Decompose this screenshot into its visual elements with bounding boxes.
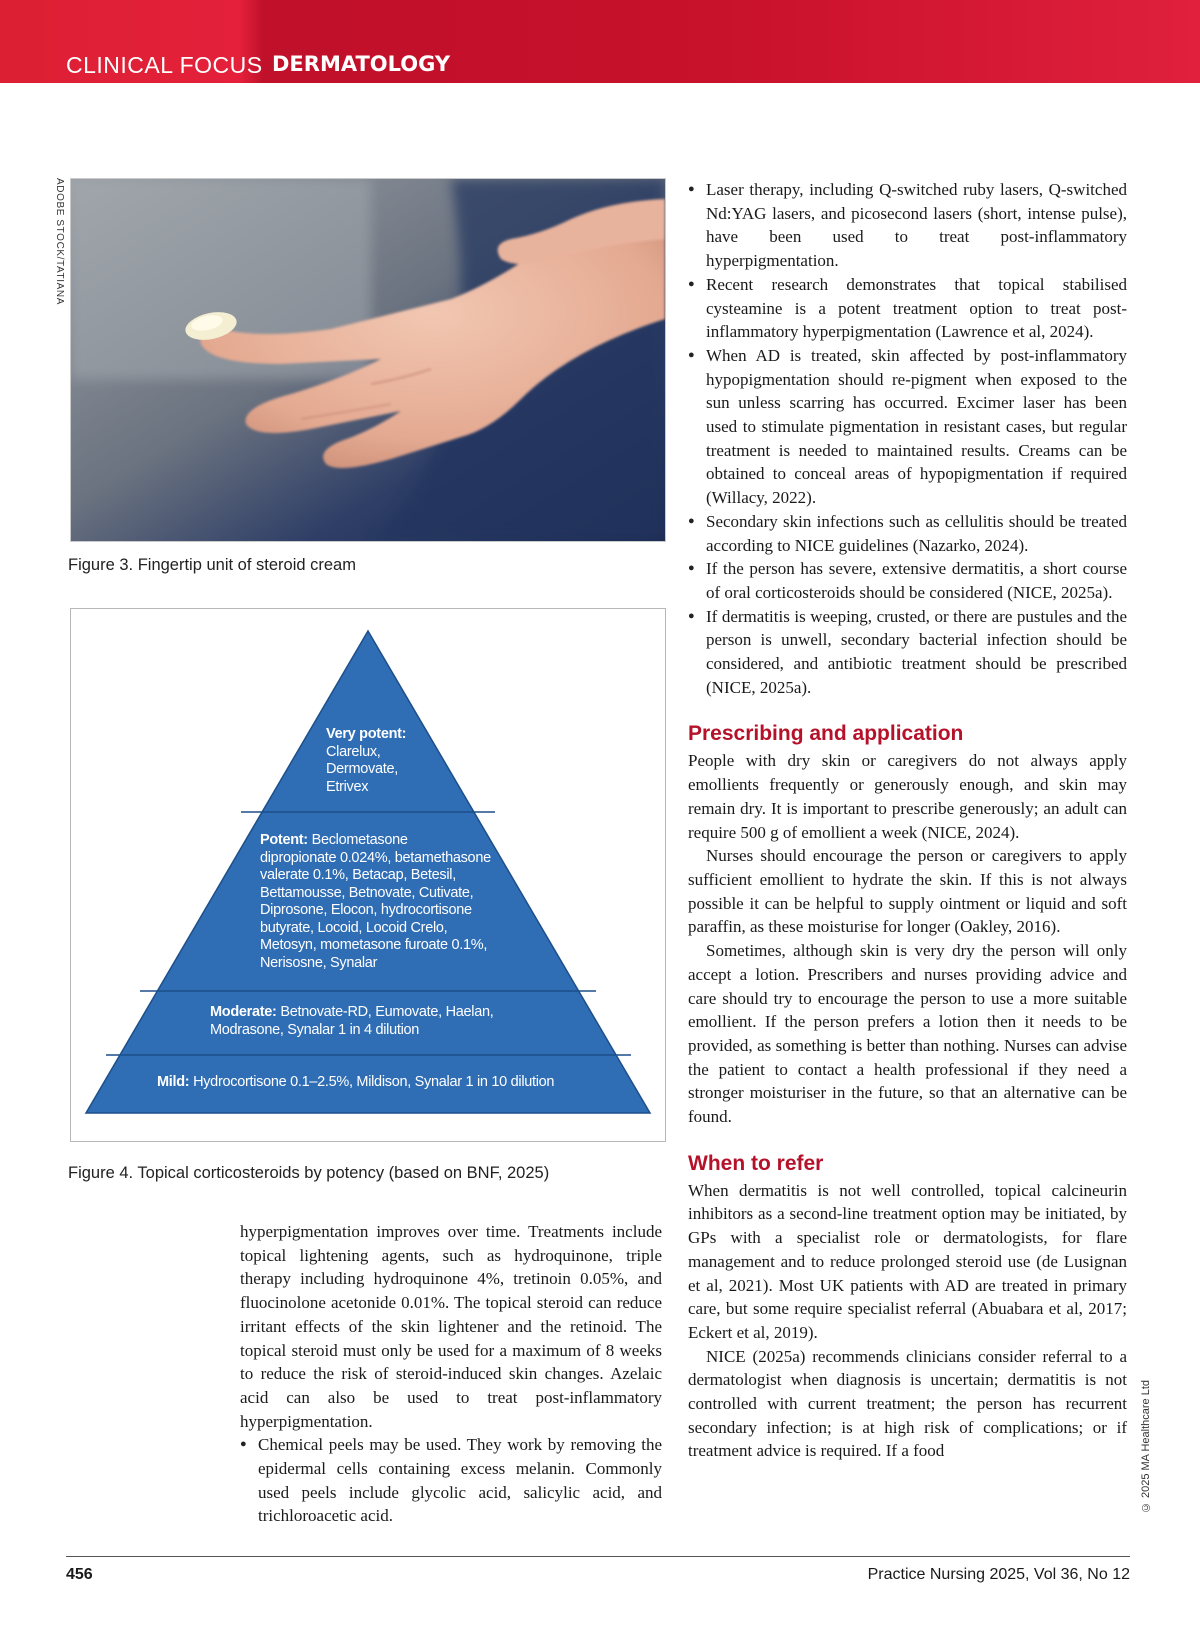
bullet-item: ● When AD is treated, skin affected by post-inflammatory hypopigmentation should re-pigment when exposed to the sun unless scarring has occurred. Excimer laser has been used to stimulate pigmentation in resistant cases, but regular treatment is needed to maintained results. Creams can be obtained to conceal areas of hypopigmentation if required (Willacy, 2022). (688, 344, 1127, 510)
bullet-item: ● Recent research demonstrates that topical stabilised cysteamine is a potent treatment option to treat post-inflammatory hyperpigmentation (Lawrence et al, 2024). (688, 273, 1127, 344)
right-column (688, 178, 1127, 1463)
potent-block (260, 832, 491, 972)
potent-line: butyrate, Locoid, Locoid Crelo, (260, 919, 448, 936)
figure4-box (70, 608, 666, 1142)
body-paragraph: NICE (2025a) recommends clinicians consider referral to a dermatologist when diagnosis is uncertain; dermatitis is not controlled with current treatment; the person has recurrent secondary infection; is at high risk of complications; or if treatment advice is required. If a food (688, 1346, 1127, 1461)
copyright-notice: © 2025 MA Healthcare Ltd (1140, 1380, 1152, 1514)
mild-block (157, 1074, 554, 1092)
moderate-line: Modrasone, Synalar 1 in 4 dilution (210, 1021, 420, 1038)
moderate-line: Betnovate-RD, Eumovate, Haelan, (280, 1004, 494, 1020)
figure3-caption: Figure 3. Fingertip unit of steroid cream (68, 556, 356, 574)
mild-line: Hydrocortisone 0.1–2.5%, Mildison, Synalar 1 in 10 dilution (193, 1074, 555, 1090)
body-paragraph: People with dry skin or caregivers do not always apply emollients frequently or generously enough, and skin may remain dry. It is important to prescribe generously; an adult can require 500 g of emollient a week (NICE, 2024). (688, 751, 1127, 842)
page-number: 456 (66, 1566, 93, 1583)
bullet-item: ● Laser therapy, including Q-switched ruby lasers, Q-switched Nd:YAG lasers, and picosecond lasers (short, intense pulse), have been used to treat post-inflammatory hyperpigmentation. (688, 178, 1127, 273)
body-paragraph: Nurses should encourage the person or caregivers to apply sufficient emollient to hydrate the skin. If this is not always possible it can be helpful to supply ointment or liquid and soft paraffin, as these moisturise for longer (Oakley, 2016). (688, 846, 1127, 937)
journal-citation: Practice Nursing 2025, Vol 36, No 12 (867, 1566, 1130, 1583)
section-heading: Prescribing and application (688, 722, 964, 746)
potent-line: valerate 0.1%, Betacap, Betesil, (260, 867, 456, 883)
potent-line: Nerisosne, Synalar (260, 954, 378, 971)
bullet-item: ● If the person has severe, extensive dermatitis, a short course of oral corticosteroids should be considered (NICE, 2025a). (688, 557, 1127, 604)
body-paragraph: When dermatitis is not well controlled, topical calcineurin inhibitors as a second-line treatment option may be initiated, by GPs with a specialist role or dermatologists, for flare management and to reduce prolonged steroid use (de Lusignan et al, 2021). Most UK patients with AD are treated in primary care, but some require specialist referral (Abuabara et al, 2017; Eckert et al, 2019). (688, 1180, 1127, 1342)
very-potent-block (326, 726, 406, 796)
bullet-list (240, 1433, 662, 1528)
body-paragraph: Sometimes, although skin is very dry the person will only accept a lotion. Prescribers and nurses providing advice and care should try to encourage the person to use a more suitable emollient. If the person prefers a lotion then it needs to be provided, as something is better than nothing. Nurses can advise the patient to contact a health professional if they need a stronger moisturiser in the future, so that an alternative can be found. (688, 941, 1127, 1127)
very-potent-line: Dermovate, (326, 761, 398, 777)
bullet-item: ● If dermatitis is weeping, crusted, or there are pustules and the person is unwell, secondary bacterial infection should be considered, and antibiotic treatment should be prescribed (NICE, 2025a). (688, 605, 1127, 700)
moderate-label: Moderate: (210, 1004, 277, 1020)
bullet-item: ● Secondary skin infections such as cellulitis should be treated according to NICE guidelines (Nazarko, 2024). (688, 510, 1127, 557)
moderate-block (210, 1004, 493, 1039)
mild-label: Mild: (157, 1074, 190, 1090)
potent-line: Metosyn, mometasone furoate 0.1%, (260, 937, 488, 953)
very-potent-line: Etrivex (326, 778, 369, 795)
section-header (0, 0, 1200, 83)
potent-line: Bettamousse, Betnovate, Cutivate, (260, 884, 474, 901)
very-potent-label: Very potent: (326, 726, 407, 742)
section-label: CLINICAL FOCUS (66, 52, 263, 78)
figure3-photo (70, 178, 666, 542)
bullet-list (688, 178, 1127, 699)
topic-label: DERMATOLOGY (272, 52, 451, 76)
very-potent-line: Clarelux, (326, 743, 381, 760)
potent-label: Potent: (260, 832, 308, 848)
potent-line: dipropionate 0.024%, betamethasone (260, 849, 491, 866)
bullet-item: ● Chemical peels may be used. They work by removing the epidermal cells containing excess melanin. Commonly used peels include glycolic acid, salicylic acid, and trichloroacetic acid. (240, 1433, 662, 1528)
section-heading: When to refer (688, 1151, 824, 1175)
photo-credit: ADOBE STOCK/TATIANA (54, 178, 65, 305)
body-paragraph: hyperpigmentation improves over time. Treatments include topical lightening agents, such as hydroquinone, triple therapy including hydroquinone 4%, tretinoin 0.05%, and fluocinolone acetonide 0.01%. The topical steroid can reduce irritant effects of the skin lightener and the retinoid. The topical steroid must only be used for a maximum of 8 weeks to reduce the risk of steroid-induced skin changes. Azelaic acid can also be used to treat post-inflammatory hyperpigmentation. (240, 1222, 662, 1431)
figure4-caption: Figure 4. Topical corticosteroids by potency (based on BNF, 2025) (68, 1164, 550, 1182)
potent-line: Beclometasone (311, 832, 408, 848)
left-column (240, 1220, 662, 1528)
potent-line: Diprosone, Elocon, hydrocortisone (260, 902, 472, 918)
footer-divider (66, 1556, 1130, 1557)
